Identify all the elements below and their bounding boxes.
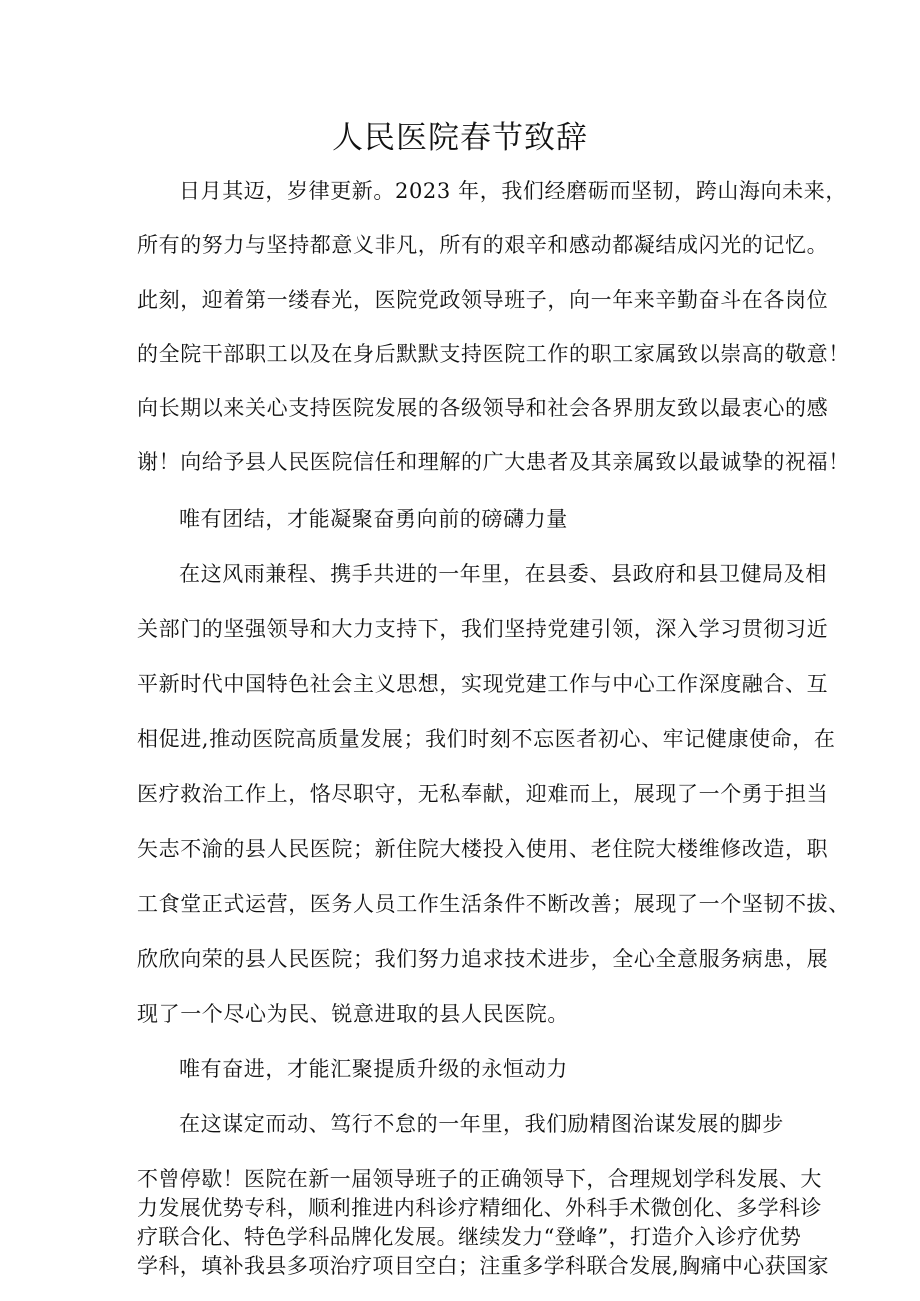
paragraph-line: 平新时代中国特色社会主义思想，实现党建工作与中心工作深度融合、互 — [137, 672, 829, 696]
paragraph-line: 在这谋定而动、笃行不怠的一年里，我们励精图治谋发展的脚步 — [179, 1112, 784, 1136]
paragraph-line: 所有的努力与坚持都意义非凡，所有的艰辛和感动都凝结成闪光的记忆。 — [137, 233, 829, 257]
paragraph-line: 疗联合化、特色学科品牌化发展。继续发力“登峰”，打造介入诊疗优势 — [137, 1225, 802, 1249]
section-heading: 唯有奋进，才能汇聚提质升级的永恒动力 — [179, 1057, 568, 1081]
paragraph-line: 现了一个尽心为民、锐意进取的县人民医院。 — [137, 1002, 569, 1026]
paragraph-line: 向长期以来关心支持医院发展的各级领导和社会各界朋友致以最衷心的感 — [137, 396, 829, 420]
paragraph-line: 谢！向给予县人民医院信任和理解的广大患者及其亲属致以最诚挚的祝福！ — [137, 450, 850, 474]
paragraph-line: 不曾停歇！医院在新一届领导班子的正确领导下，合理规划学科发展、大 — [137, 1167, 822, 1191]
paragraph-line: 关部门的坚强领导和大力支持下，我们坚持党建引领，深入学习贯彻习近 — [137, 617, 829, 641]
document-title: 人民医院春节致辞 — [332, 120, 588, 156]
paragraph-line: 此刻，迎着第一缕春光，医院党政领导班子，向一年来辛勤奋斗在各岗位 — [137, 288, 829, 312]
paragraph-line: 的全院干部职工以及在身后默默支持医院工作的职工家属致以崇高的敬意！ — [137, 342, 850, 366]
paragraph-line: 日月其迈，岁律更新。2023 年，我们经磨砺而坚韧，跨山海向未来， — [179, 179, 847, 203]
paragraph-line: 工食堂正式运营，医务人员工作生活条件不断改善；展现了一个坚韧不拔、 — [137, 892, 850, 916]
paragraph-line: 相促进,推动医院高质量发展；我们时刻不忘医者初心、牢记健康使命，在 — [137, 727, 836, 751]
paragraph-line: 矢志不渝的县人民医院；新住院大楼投入使用、老住院大楼维修改造，职 — [137, 837, 829, 861]
paragraph-line: 学科，填补我县多项治疗项目空白；注重多学科联合发展,胸痛中心获国家 — [137, 1254, 829, 1278]
paragraph-line: 在这风雨兼程、携手共进的一年里，在县委、县政府和县卫健局及相 — [179, 562, 827, 586]
paragraph-line: 力发展优势专科，顺利推进内科诊疗精细化、外科手术微创化、多学科诊 — [137, 1196, 822, 1220]
paragraph-line: 医疗救治工作上，恪尽职守，无私奉献，迎难而上，展现了一个勇于担当 — [137, 782, 829, 806]
section-heading: 唯有团结，才能凝聚奋勇向前的磅礴力量 — [179, 507, 568, 531]
paragraph-line: 欣欣向荣的县人民医院；我们努力追求技术进步，全心全意服务病患，展 — [137, 947, 829, 971]
